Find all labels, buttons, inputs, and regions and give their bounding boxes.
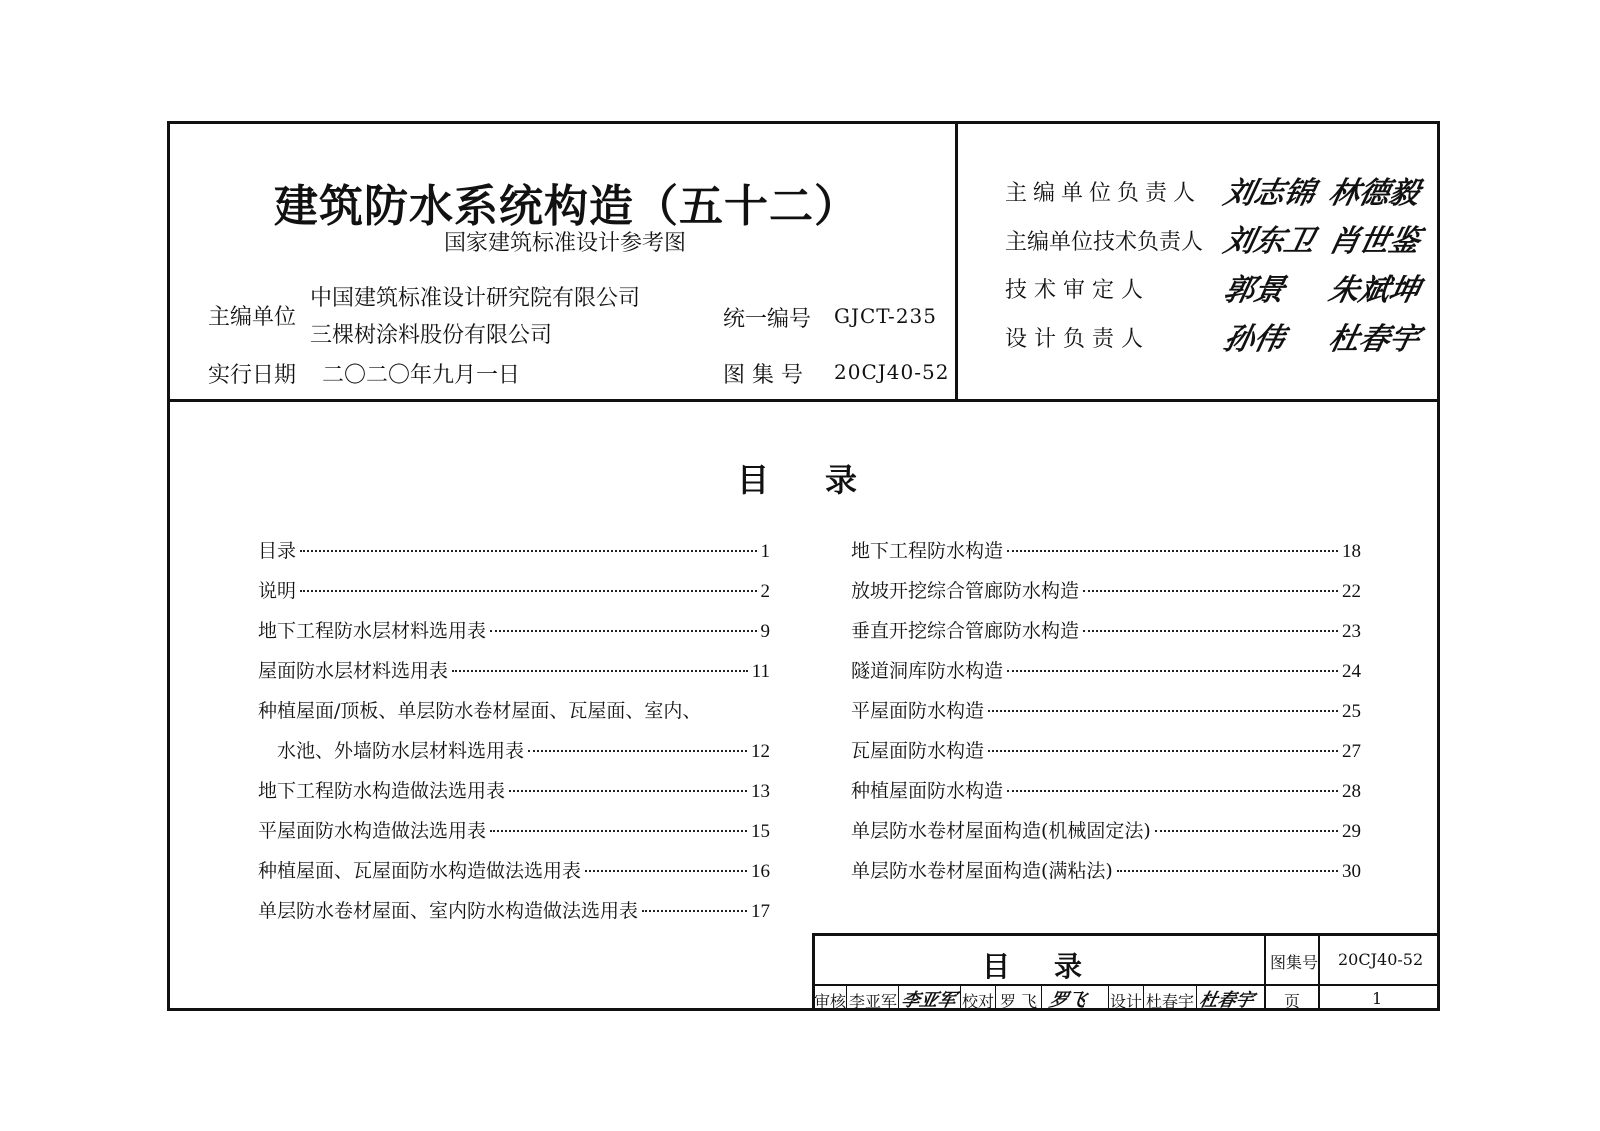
toc-item[interactable] (851, 656, 1361, 683)
responsible-label-editor-unit: 主编单位负责人 (1005, 181, 1202, 206)
toc-leader (300, 590, 756, 592)
toc-item-page: 22 (1342, 581, 1361, 602)
unified-code-label: 统一编号 (723, 307, 812, 332)
toc-item-title: 平屋面防水构造做法选用表 (258, 820, 487, 842)
title-block-cell-divider (960, 985, 961, 1011)
title-block-cell-divider (995, 985, 996, 1011)
toc-item[interactable] (851, 776, 1361, 803)
toc-item-title: 说明 (258, 580, 297, 602)
toc-item-title: 平屋面防水构造 (851, 700, 985, 722)
signature-editor-unit-2: 林德毅 (1325, 176, 1423, 211)
title-block-top (812, 933, 1440, 936)
toc-item-title: 单层防水卷材屋面构造(机械固定法) (851, 820, 1151, 842)
editor-unit-1: 中国建筑标准设计研究院有限公司 (310, 286, 641, 311)
page-value: 1 (1372, 989, 1383, 1008)
date-value: 二〇二〇年九月一日 (322, 363, 521, 388)
toc-item-title: 目录 (258, 540, 297, 562)
toc-item[interactable] (851, 736, 1361, 763)
signature-review-2: 朱斌坤 (1325, 273, 1423, 308)
toc-leader (988, 710, 1338, 712)
toc-item-title: 种植屋面、瓦屋面防水构造做法选用表 (258, 860, 582, 882)
title-block-cell-divider (846, 985, 847, 1011)
date-label: 实行日期 (208, 363, 297, 388)
toc-leader (585, 870, 747, 872)
toc-leader (1083, 590, 1338, 592)
toc-item-page: 15 (751, 821, 770, 842)
toc-item[interactable] (851, 856, 1361, 883)
toc-item-page: 25 (1342, 701, 1361, 722)
toc-item-title: 水池、外墙防水层材料选用表 (277, 740, 525, 762)
title-block-atlas-label: 图集号 (1270, 953, 1319, 972)
toc-leader (1007, 790, 1338, 792)
toc-item[interactable] (851, 616, 1361, 643)
toc-item-page: 11 (751, 661, 770, 682)
review-name: 李亚军 (849, 992, 898, 1011)
toc-item-page: 13 (751, 781, 770, 802)
toc-item-page: 1 (760, 541, 770, 562)
toc-leader (490, 630, 756, 632)
toc-leader (1007, 670, 1338, 672)
toc-leader (1083, 630, 1338, 632)
toc-item[interactable] (258, 816, 770, 843)
toc-item-page: 2 (760, 581, 770, 602)
page-label: 页 (1284, 992, 1301, 1011)
title-block-cell-divider (1143, 985, 1144, 1011)
atlas-label: 图 集 号 (723, 363, 803, 388)
toc-item-page: 28 (1342, 781, 1361, 802)
toc-item-title: 垂直开挖综合管廊防水构造 (851, 620, 1080, 642)
toc-item[interactable] (258, 776, 770, 803)
toc-item-page: 23 (1342, 621, 1361, 642)
subtitle: 国家建筑标准设计参考图 (444, 231, 687, 256)
toc-leader (452, 670, 748, 672)
toc-item-page: 27 (1342, 741, 1361, 762)
toc-item[interactable] (258, 856, 770, 883)
toc-leader (528, 750, 747, 752)
design-label: 设计 (1110, 992, 1143, 1011)
toc-item-page: 18 (1342, 541, 1361, 562)
toc-item-title: 单层防水卷材屋面、室内防水构造做法选用表 (258, 900, 639, 922)
toc-item-title: 地下工程防水构造做法选用表 (258, 780, 506, 802)
review-label: 审核 (814, 992, 847, 1011)
toc-leader (509, 790, 747, 792)
toc-heading: 目录 (737, 461, 914, 499)
toc-item-page: 29 (1342, 821, 1361, 842)
toc-item-page: 12 (751, 741, 770, 762)
title-block-divider-1 (1264, 933, 1266, 1011)
toc-item-page: 24 (1342, 661, 1361, 682)
toc-leader (988, 750, 1338, 752)
design-name: 杜春宇 (1146, 992, 1195, 1011)
atlas-value: 20CJ40-52 (834, 360, 950, 384)
header-vertical-divider (955, 121, 958, 401)
signature-tech-2: 肖世鉴 (1325, 224, 1423, 259)
toc-item[interactable] (851, 696, 1361, 723)
title-block-cell-divider (1041, 985, 1042, 1011)
toc-item[interactable] (851, 816, 1361, 843)
toc-item[interactable] (258, 616, 770, 643)
toc-item-page: 16 (751, 861, 770, 882)
signature-editor-unit-1: 刘志锦 (1220, 176, 1318, 211)
toc-item-title: 放坡开挖综合管廊防水构造 (851, 580, 1080, 602)
toc-item[interactable] (258, 576, 770, 603)
title-block-cell-divider (1108, 985, 1109, 1011)
responsible-label-review: 技 术 审 定 人 (1005, 278, 1143, 303)
toc-item-title: 隧道洞库防水构造 (851, 660, 1004, 682)
signature-design-1: 孙伟 (1220, 322, 1288, 357)
editor-unit-label: 主编单位 (208, 305, 297, 330)
toc-leader (490, 830, 747, 832)
toc-item[interactable] (851, 536, 1361, 563)
toc-leader (1155, 830, 1338, 832)
responsible-label-tech: 主编单位技术负责人 (1005, 230, 1204, 255)
toc-item[interactable] (258, 896, 770, 923)
title-block-title: 目录 (982, 950, 1127, 983)
toc-item-page: 9 (760, 621, 770, 642)
toc-item-title: 地下工程防水层材料选用表 (258, 620, 487, 642)
main-title: 建筑防水系统构造（五十二） (274, 181, 859, 232)
toc-item[interactable] (851, 576, 1361, 603)
toc-item[interactable] (258, 696, 770, 723)
header-divider (167, 399, 1440, 402)
responsible-label-design: 设 计 负 责 人 (1005, 327, 1143, 352)
check-signature: 罗飞 (1047, 990, 1088, 1011)
toc-item-title: 单层防水卷材屋面构造(满粘法) (851, 860, 1113, 882)
toc-leader (1117, 870, 1338, 872)
title-block-cell-divider (1196, 985, 1197, 1011)
toc-item[interactable] (258, 536, 770, 563)
toc-item-title: 种植屋面/顶板、单层防水卷材屋面、瓦屋面、室内、 (258, 700, 702, 722)
signature-tech-1: 刘东卫 (1220, 224, 1318, 259)
toc-leader (642, 910, 747, 912)
toc-item[interactable] (258, 656, 770, 683)
toc-item-page: 30 (1342, 861, 1361, 882)
toc-item-page: 17 (751, 901, 770, 922)
toc-item-title: 地下工程防水构造 (851, 540, 1004, 562)
toc-item-title: 瓦屋面防水构造 (851, 740, 985, 762)
toc-item-title: 屋面防水层材料选用表 (258, 660, 449, 682)
editor-unit-2: 三棵树涂料股份有限公司 (310, 323, 553, 348)
check-label: 校对 (962, 992, 995, 1011)
design-signature: 杜春宇 (1197, 990, 1256, 1011)
toc-leader (300, 550, 756, 552)
toc-item-title: 种植屋面防水构造 (851, 780, 1004, 802)
review-signature: 李亚军 (899, 990, 958, 1011)
title-block-cell-divider (898, 985, 899, 1011)
signature-review-1: 郭景 (1220, 273, 1288, 308)
toc-leader (1007, 550, 1338, 552)
title-block-atlas-value: 20CJ40-52 (1338, 950, 1424, 969)
toc-item[interactable] (277, 736, 770, 763)
signature-design-2: 杜春宇 (1325, 322, 1423, 357)
check-name: 罗 飞 (1000, 992, 1038, 1011)
unified-code-value: GJCT-235 (834, 304, 937, 328)
title-block-divider-2 (1318, 933, 1320, 1011)
